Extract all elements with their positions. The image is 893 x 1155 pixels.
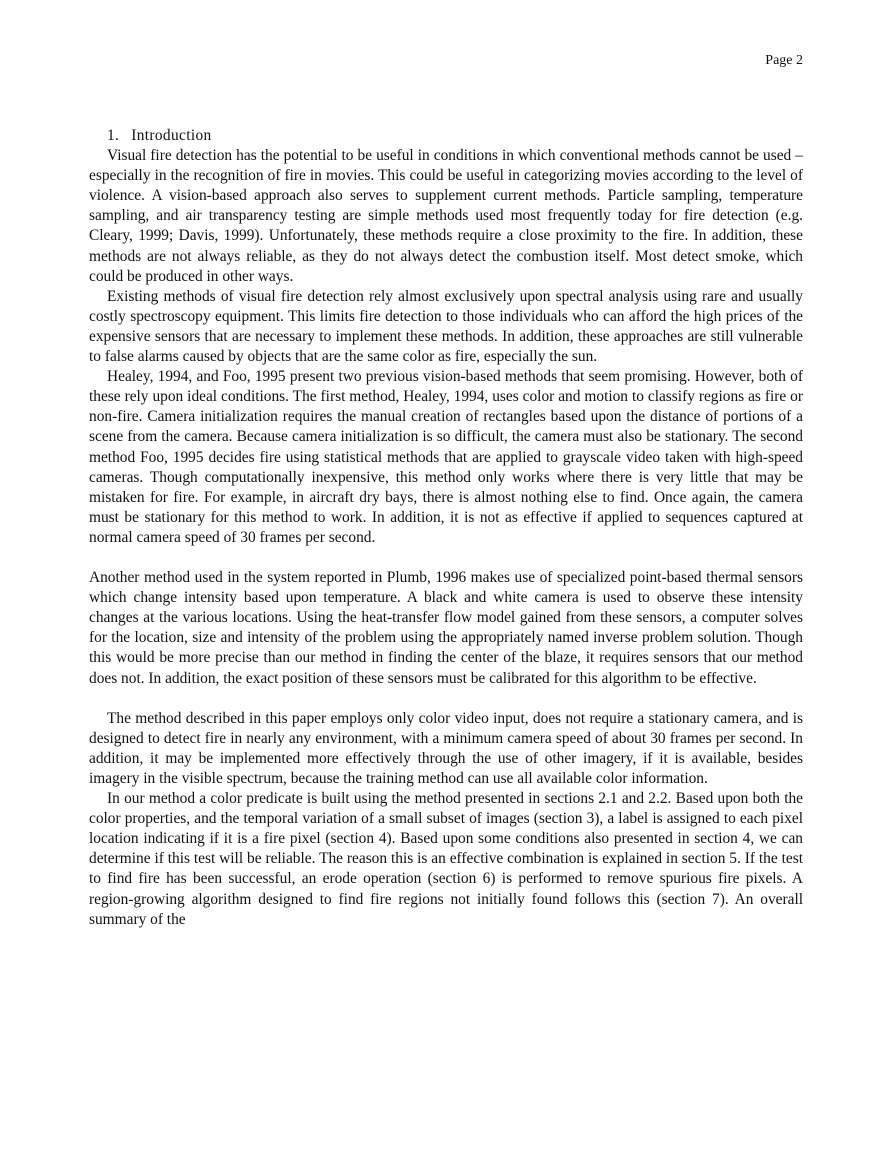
paragraph-1: Visual fire detection has the potential to be useful in conditions in which conventional methods cannot be used – especially in the recognition of fire in movies. This could be useful in categorizing movies according to the level of violence. A vision-based approach also serves to supplement current methods. Particle sampling, temperature sampling, and air transparency testing are simple methods used most frequently today for fire detection (e.g. Cleary, 1999; Davis, 1999). Unfortunately, these methods require a close proximity to the fire. In addition, these methods are not always reliable, as they do not always detect the combustion itself. Most detect smoke, which could be produced in other ways. (89, 147, 803, 285)
section-heading (89, 126, 803, 146)
paragraph-3: Healey, 1994, and Foo, 1995 present two previous vision-based methods that seem promising. However, both of these rely upon ideal conditions. The first method, Healey, 1994, uses color and motion to classify regions as fire or non-fire. Camera initialization requires the manual creation of rectangles based upon the distance of portions of a scene from the camera. Because camera initialization is so difficult, the camera must also be stationary. The second method Foo, 1995 decides fire using statistical methods that are applied to grayscale video taken with high-speed cameras. Though computationally inexpensive, this method only works where there is very little that may be mistaken for fire. For example, in aircraft dry bays, there is almost nothing else to find. Once again, the camera must be stationary for this method to work. In addition, it is not as effective if applied to sequences captured at normal camera speed of 30 frames per second. (89, 368, 803, 546)
paragraph-4: Another method used in the system reported in Plumb, 1996 makes use of specialized point-based thermal sensors which change intensity based upon temperature. A black and white camera is used to observe these intensity changes at the various locations. Using the heat-transfer flow model gained from these sensors, a computer solves for the location, size and intensity of the problem using the appropriately named inverse problem solution. Though this would be more precise than our method in finding the center of the blaze, it requires sensors that our method does not. In addition, the exact position of these sensors must be calibrated for this algorithm to be effective. (89, 569, 803, 687)
paragraph-spacer (89, 548, 803, 568)
page-number: Page 2 (765, 53, 803, 68)
paragraph-5: The method described in this paper employs only color video input, does not require a stationary camera, and is designed to detect fire in nearly any environment, with a minimum camera speed of about 30 frames per second. In addition, it may be implemented more effectively through the use of other imagery, if it is available, besides imagery in the visible spectrum, because the training method can use all available color information. (89, 709, 803, 787)
section-number: 1. (107, 127, 120, 144)
paragraph-spacer (89, 689, 803, 709)
paper-body (89, 126, 803, 930)
paragraph-6: In our method a color predicate is built using the method presented in sections 2.1 and 2.2. Based upon both the color properties, and the temporal variation of a small subset of images (section 3), a label is assigned to each pixel location indicating if it is a fire pixel (section 4). Based upon some conditions also presented in section 4, we can determine if this test will be reliable. The reason this is an effective combination is explained in section 5. If the test to find fire has been successful, an erode operation (section 6) is performed to remove spurious fire pixels. A region-growing algorithm designed to find fire regions not initially found follows this (section 7). An overall summary of the (89, 790, 803, 928)
paragraph-2: Existing methods of visual fire detection rely almost exclusively upon spectral analysis using rare and usually costly spectroscopy equipment. This limits fire detection to those individuals who can afford the high prices of the expensive sensors that are necessary to implement these methods. In addition, these approaches are still vulnerable to false alarms caused by objects that are the same color as fire, especially the sun. (89, 287, 803, 366)
section-title: Introduction (131, 127, 212, 144)
